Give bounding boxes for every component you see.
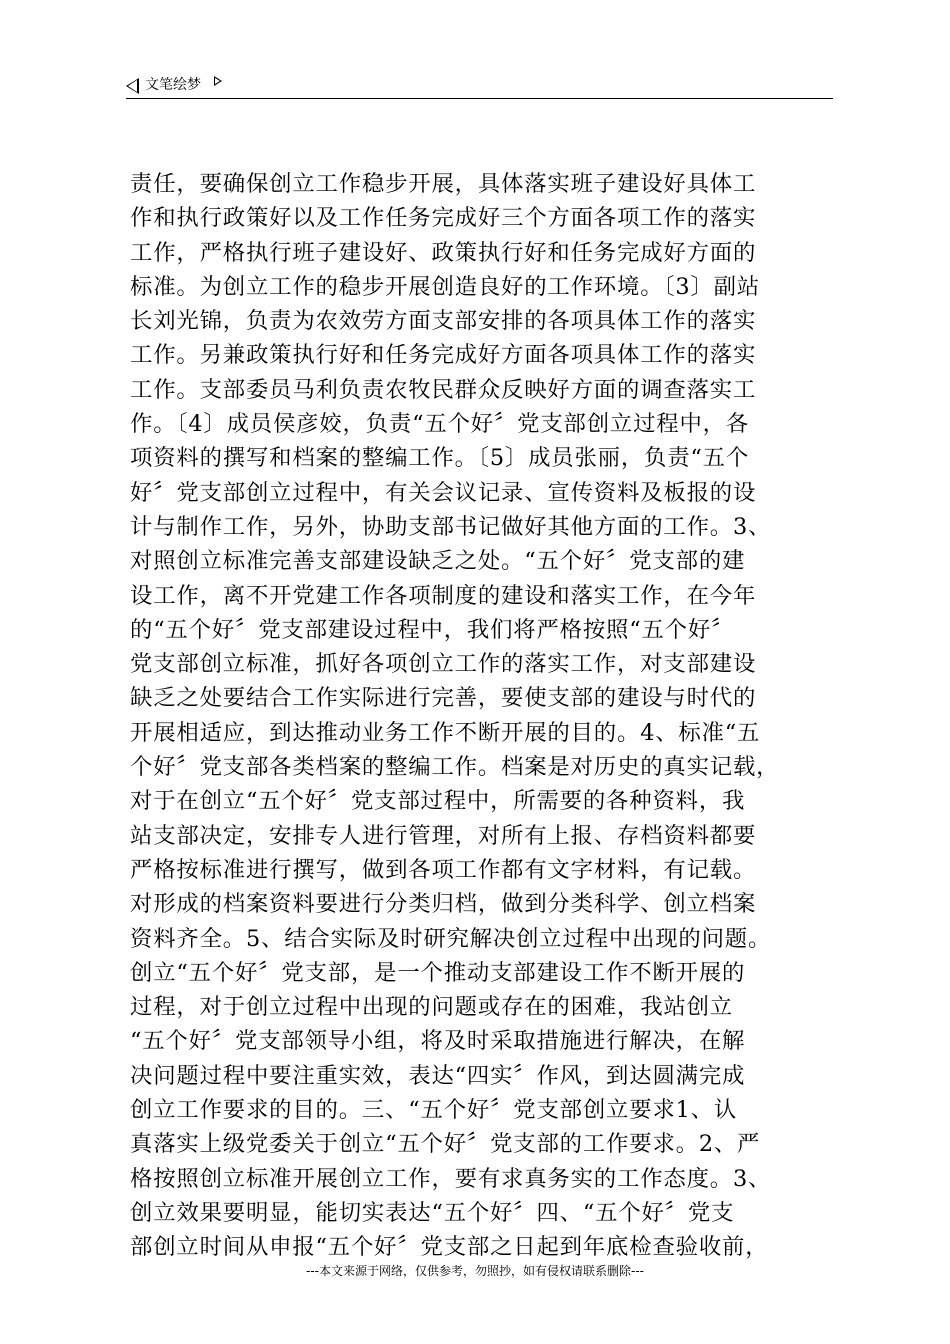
text-line: 对形成的档案资料要进行分类归档，做到分类科学、创立档案: [130, 891, 757, 918]
text-line: 对于在创立“五个好〞党支部过程中，所需要的各种资料，我: [130, 788, 746, 815]
text-line: “五个好〞党支部领导小组，将及时采取措施进行解决，在解: [130, 1028, 746, 1055]
text-line: 作。〔4〕成员侯彦姣，负责“五个好〞党支部创立过程中，各: [130, 411, 750, 438]
text-line: 严格按标准进行撰写，做到各项工作都有文字材料，有记载。: [130, 856, 757, 883]
text-line: 决问题过程中要注重实效，表达“四实〞作风，到达圆满完成: [130, 1062, 746, 1089]
text-line: 作和执行政策好以及工作任务完成好三个方面各项工作的落实: [130, 205, 757, 232]
text-line: 工作。支部委员马利负责农牧民群众反映好方面的调查落实工: [130, 376, 757, 403]
text-line: 个好〞党支部各类档案的整编工作。档案是对历史的真实记载，: [130, 754, 780, 781]
text-line: 责任，要确保创立工作稳步开展，具体落实班子建设好具体工: [130, 171, 757, 197]
triangle-left-icon: [126, 78, 139, 94]
text-line: 创立效果要明显，能切实表达“五个好〞四、“五个好〞党支: [130, 1199, 735, 1226]
text-line: 开展相适应，到达推动业务工作不断开展的目的。4、标准“五: [130, 719, 761, 746]
page-header: [126, 74, 833, 98]
header-divider: [126, 98, 833, 99]
header-brand: 文笔绘梦: [145, 77, 201, 93]
text-line: 长刘光锦，负责为农效劳方面支部安排的各项具体工作的落实: [130, 308, 757, 335]
text-line: 对照创立标准完善支部建设缺乏之处。“五个好〞党支部的建: [130, 548, 746, 575]
text-line: 创立“五个好〞党支部，是一个推动支部建设工作不断开展的: [130, 959, 746, 986]
text-line: 的“五个好〞党支部建设过程中，我们将严格按照“五个好〞: [130, 616, 735, 643]
triangle-right-icon: [214, 76, 222, 86]
text-line: 工作，严格执行班子建设好、政策执行好和任务完成好方面的: [130, 239, 757, 266]
text-line: 部创立时间从申报“五个好〞党支部之日起到年底检查验收前，: [130, 1234, 769, 1261]
text-line: 缺乏之处要结合工作实际进行完善，要使支部的建设与时代的: [130, 685, 757, 712]
text-line: 过程，对于创立过程中出现的问题或存在的困难，我站创立: [130, 994, 733, 1021]
text-line: 党支部创立标准，抓好各项创立工作的落实工作，对支部建设: [130, 651, 757, 678]
text-line: 资料齐全。5、结合实际及时研究解决创立过程中出现的问题。: [130, 925, 772, 952]
text-line: 设工作，离不开党建工作各项制度的建设和落实工作，在今年: [130, 582, 757, 609]
text-line: 好〞党支部创立过程中，有关会议记录、宣传资料及板报的设: [130, 479, 757, 506]
text-line: 创立工作要求的目的。三、“五个好〞党支部创立要求1、认: [130, 1097, 738, 1124]
text-line: 真落实上级党委关于创立“五个好〞党支部的工作要求。2、严: [130, 1131, 761, 1158]
page-footer: ---本文来源于网络，仅供参考，勿照抄，如有侵权请联系删除---: [306, 1264, 644, 1278]
text-line: 计与制作工作，另外，协助支部书记做好其他方面的工作。3、: [130, 513, 772, 540]
text-line: 工作。另兼政策执行好和任务完成好方面各项具体工作的落实: [130, 342, 757, 369]
document-body: [130, 167, 820, 1265]
text-line: 格按照创立标准开展创立工作，要有求真务实的工作态度。3、: [130, 1165, 772, 1192]
text-line: 标准。为创立工作的稳步开展创造良好的工作环境。〔3〕副站: [130, 273, 760, 300]
text-line: 站支部决定，安排专人进行管理，对所有上报、存档资料都要: [130, 822, 757, 849]
text-line: 项资料的撰写和档案的整编工作。〔5〕成员张丽，负责“五个: [130, 445, 750, 472]
